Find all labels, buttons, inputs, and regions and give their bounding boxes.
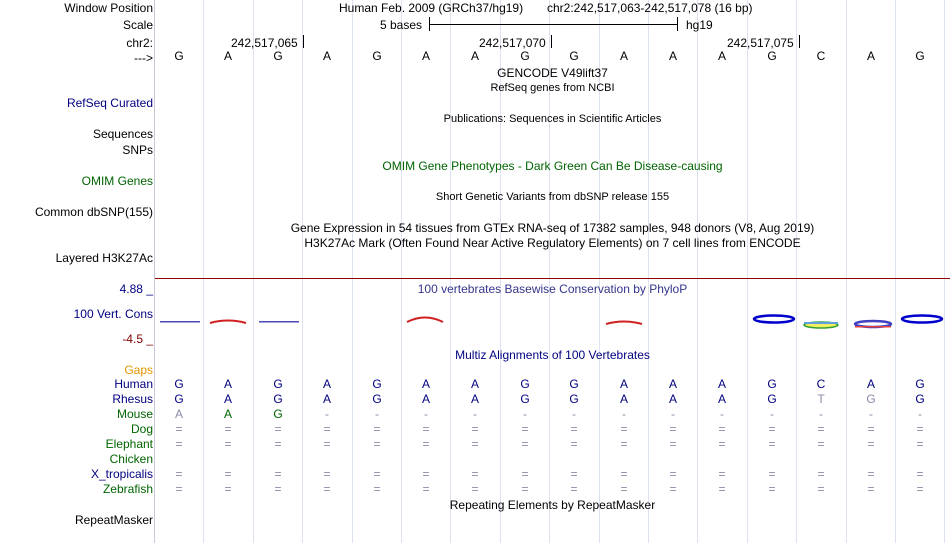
alignment-base: = <box>620 467 628 481</box>
alignment-base: = <box>373 437 381 451</box>
species-label-human[interactable]: Human <box>114 377 153 391</box>
alignment-base: = <box>422 437 430 451</box>
alignment-base: - <box>869 407 873 421</box>
alignment-base: G <box>372 377 382 391</box>
reference-base: A <box>322 49 331 63</box>
alignment-base: G <box>273 392 283 406</box>
alignment-base: = <box>916 437 924 451</box>
alignment-base: = <box>817 422 825 436</box>
reference-base: A <box>223 49 232 63</box>
alignment-base: = <box>175 467 183 481</box>
alignment-base: = <box>471 422 479 436</box>
phylop-mark <box>210 321 246 324</box>
alignment-base: = <box>570 467 578 481</box>
alignment-base: - <box>770 407 774 421</box>
gaps-label: Gaps <box>124 363 153 377</box>
multiz-track-title: Multiz Alignments of 100 Vertebrates <box>455 348 650 362</box>
tick-label-3: 242,517,075 <box>727 36 794 50</box>
alignment-base: - <box>523 407 527 421</box>
sequences-label[interactable]: Sequences <box>92 127 153 141</box>
alignment-base: = <box>521 467 529 481</box>
refseq-curated-label[interactable]: RefSeq Curated <box>66 96 153 110</box>
reference-base: A <box>717 49 726 63</box>
alignment-base: A <box>668 377 677 391</box>
snps-label[interactable]: SNPs <box>122 143 153 157</box>
species-label-dog[interactable]: Dog <box>130 422 153 436</box>
tick-mark-2 <box>551 35 552 48</box>
reference-base: G <box>174 49 184 63</box>
alignment-base: = <box>224 422 232 436</box>
alignment-base: - <box>671 407 675 421</box>
alignment-base: = <box>274 422 282 436</box>
alignment-base: A <box>470 377 479 391</box>
alignment-base: - <box>424 407 428 421</box>
alignment-base: = <box>620 422 628 436</box>
alignment-base: = <box>768 422 776 436</box>
alignment-base: = <box>768 437 776 451</box>
species-label-zebrafish[interactable]: Zebrafish <box>102 482 153 496</box>
alignment-base: A <box>421 392 430 406</box>
tick-mark-3 <box>799 35 800 48</box>
phylop-mark <box>902 316 942 323</box>
alignment-base: = <box>867 467 875 481</box>
alignment-base: = <box>274 467 282 481</box>
alignment-base: = <box>323 482 331 496</box>
repeatmasker-track-title: Repeating Elements by RepeatMasker <box>449 498 656 512</box>
alignment-base: = <box>867 422 875 436</box>
scale-label: Scale <box>122 18 153 32</box>
repeatmasker-label[interactable]: RepeatMasker <box>74 513 153 527</box>
scale-db: hg19 <box>686 18 713 32</box>
phylop-min-label: -4.5 _ <box>122 332 153 346</box>
alignment-base: = <box>817 437 825 451</box>
alignment-base: A <box>174 407 183 421</box>
alignment-base: G <box>273 377 283 391</box>
alignment-base: = <box>422 422 430 436</box>
alignment-base: = <box>323 437 331 451</box>
alignment-base: = <box>224 437 232 451</box>
chrom-label: chr2: <box>126 36 153 50</box>
h3k27ac-track-title: H3K27Ac Mark (Often Found Near Active Regulatory Elements) on 7 cell lines from ENCODE <box>304 236 801 250</box>
alignment-base: A <box>668 392 677 406</box>
alignment-base: = <box>274 482 282 496</box>
alignment-base: = <box>718 482 726 496</box>
species-label-x_tropicalis[interactable]: X_tropicalis <box>90 467 153 481</box>
alignment-base: - <box>325 407 329 421</box>
omim-track-title: OMIM Gene Phenotypes - Dark Green Can Be Disease-causing <box>382 159 723 173</box>
reference-base: A <box>668 49 677 63</box>
alignment-base: = <box>175 482 183 496</box>
phylop-mark <box>804 322 838 324</box>
alignment-base: G <box>520 377 530 391</box>
common-dbsnp-label[interactable]: Common dbSNP(155) <box>34 205 153 219</box>
alignment-base: A <box>717 392 726 406</box>
alignment-base: = <box>916 467 924 481</box>
publications-track-title: Publications: Sequences in Scientific Articles <box>443 113 662 125</box>
alignment-base: - <box>918 407 922 421</box>
alignment-base: - <box>572 407 576 421</box>
alignment-base: G <box>767 377 777 391</box>
species-label-chicken[interactable]: Chicken <box>109 452 153 466</box>
alignment-base: G <box>569 377 579 391</box>
reference-base: G <box>767 49 777 63</box>
alignment-base: = <box>373 422 381 436</box>
alignment-base: = <box>669 467 677 481</box>
alignment-base: - <box>622 407 626 421</box>
reference-base: A <box>619 49 628 63</box>
alignment-base: = <box>224 467 232 481</box>
alignment-base: = <box>471 482 479 496</box>
alignment-base: = <box>768 482 776 496</box>
alignment-base: G <box>273 407 283 421</box>
alignment-base: = <box>570 482 578 496</box>
scale-text: 5 bases <box>380 18 423 32</box>
tick-label-2: 242,517,070 <box>479 36 546 50</box>
phylop-mark <box>855 326 891 328</box>
alignment-base: C <box>816 377 826 391</box>
alignment-base: = <box>669 422 677 436</box>
alignment-base: A <box>223 407 232 421</box>
reference-base: G <box>372 49 382 63</box>
alignment-base: = <box>620 482 628 496</box>
position-text: chr2:242,517,063-242,517,078 (16 bp) <box>547 1 753 15</box>
gtex-track-title: Gene Expression in 54 tissues from GTEx RNA-seq of 17382 samples, 948 donors (V8, Aug 2019) <box>290 221 815 235</box>
alignment-base: A <box>717 377 726 391</box>
alignment-base: - <box>375 407 379 421</box>
reference-base: G <box>520 49 530 63</box>
reference-base: A <box>866 49 875 63</box>
window-position-label: Window Position <box>64 1 153 15</box>
alignment-base: = <box>471 437 479 451</box>
alignment-base: = <box>373 467 381 481</box>
alignment-base: = <box>817 482 825 496</box>
alignment-base: = <box>718 467 726 481</box>
phylop-mark <box>160 321 200 323</box>
alignment-base: = <box>422 467 430 481</box>
alignment-base: G <box>569 392 579 406</box>
phylop-mark <box>407 318 443 323</box>
alignment-base: = <box>224 482 232 496</box>
track-divider <box>155 278 950 279</box>
reference-base: A <box>470 49 479 63</box>
alignment-base: A <box>470 392 479 406</box>
alignment-base: A <box>322 392 331 406</box>
phylop-mark <box>259 321 299 323</box>
alignment-base: G <box>372 392 382 406</box>
alignment-base: = <box>867 482 875 496</box>
alignment-base: = <box>521 482 529 496</box>
alignment-base: = <box>373 482 381 496</box>
reference-base: G <box>273 49 283 63</box>
phylop-max-label: 4.88 _ <box>119 282 153 296</box>
alignment-base: = <box>916 422 924 436</box>
alignment-base: = <box>521 437 529 451</box>
gencode-track-title: GENCODE V49lift37 <box>497 66 608 80</box>
alignment-base: T <box>817 392 825 406</box>
omim-genes-label[interactable]: OMIM Genes <box>81 174 153 188</box>
alignment-base: A <box>223 392 232 406</box>
alignment-base: = <box>669 482 677 496</box>
dbsnp-track-title: Short Genetic Variants from dbSNP release 155 <box>435 191 670 203</box>
reference-base: G <box>915 49 925 63</box>
alignment-base: G <box>520 392 530 406</box>
alignment-base: A <box>619 392 628 406</box>
alignment-base: = <box>521 422 529 436</box>
scale-bar <box>429 17 678 31</box>
alignment-base: = <box>669 437 677 451</box>
alignment-base: = <box>175 422 183 436</box>
alignment-base: G <box>915 377 925 391</box>
alignment-base: = <box>422 482 430 496</box>
alignment-base: A <box>223 377 232 391</box>
tick-mark-1 <box>303 35 304 48</box>
species-label-elephant[interactable]: Elephant <box>105 437 153 451</box>
alignment-base: = <box>471 467 479 481</box>
alignment-base: = <box>817 467 825 481</box>
phylop-track-label[interactable]: 100 Vert. Cons <box>73 307 153 321</box>
alignment-base: G <box>915 392 925 406</box>
reference-base: A <box>421 49 430 63</box>
alignment-base: = <box>323 422 331 436</box>
species-label-mouse[interactable]: Mouse <box>116 407 153 421</box>
alignment-base: = <box>718 422 726 436</box>
alignment-base: A <box>322 377 331 391</box>
reference-base: C <box>816 49 826 63</box>
alignment-base: G <box>767 392 777 406</box>
strand-label[interactable]: ---> <box>134 51 153 65</box>
reference-base: G <box>569 49 579 63</box>
species-label-rhesus[interactable]: Rhesus <box>112 392 153 406</box>
alignment-base: A <box>619 377 628 391</box>
alignment-base: - <box>473 407 477 421</box>
alignment-base: = <box>323 467 331 481</box>
refseq-track-title: RefSeq genes from NCBI <box>490 82 615 94</box>
alignment-base: A <box>421 377 430 391</box>
alignment-base: = <box>570 422 578 436</box>
alignment-base: G <box>174 392 184 406</box>
alignment-base: = <box>620 437 628 451</box>
alignment-base: = <box>916 482 924 496</box>
alignment-base: A <box>866 377 875 391</box>
phylop-mark <box>754 316 794 323</box>
alignment-base: = <box>768 467 776 481</box>
phylop-mark <box>606 322 642 325</box>
alignment-base: - <box>819 407 823 421</box>
alignment-base: = <box>274 437 282 451</box>
phylop-conservation-plot <box>155 300 950 340</box>
phylop-track-title: 100 vertebrates Basewise Conservation by PhyloP <box>417 282 688 296</box>
alignment-base: = <box>867 437 875 451</box>
alignment-base: = <box>175 437 183 451</box>
alignment-base: G <box>174 377 184 391</box>
alignment-base: G <box>866 392 876 406</box>
alignment-base: - <box>720 407 724 421</box>
alignment-base: = <box>570 437 578 451</box>
alignment-base: = <box>718 437 726 451</box>
assembly-text: Human Feb. 2009 (GRCh37/hg19) <box>339 1 524 15</box>
layered-h3k27ac-label[interactable]: Layered H3K27Ac <box>55 251 153 265</box>
tick-label-1: 242,517,065 <box>231 36 298 50</box>
